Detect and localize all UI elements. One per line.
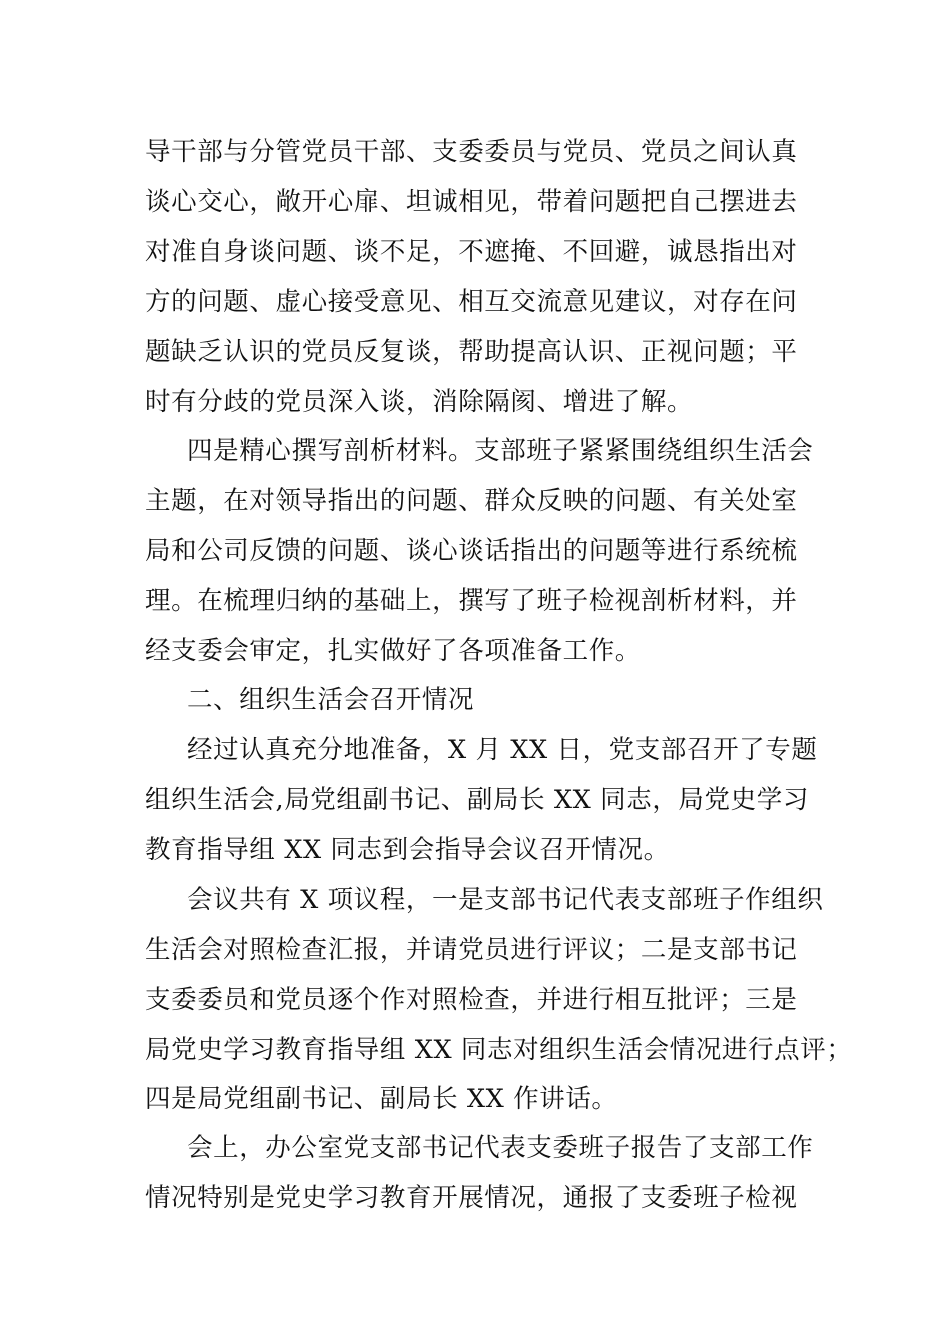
- text-line: 四是局党组副书记、副局长 XX 作讲话。: [145, 1084, 618, 1114]
- text-line: 情况特别是党史学习教育开展情况，通报了支委班子检视: [145, 1183, 798, 1213]
- text-line: 局和公司反馈的问题、谈心谈话指出的问题等进行系统梳: [145, 536, 798, 566]
- section-heading: 二、组织生活会召开情况: [187, 685, 475, 715]
- text-line: 教育指导组 XX 同志到会指导会议召开情况。: [145, 835, 670, 865]
- text-line: 理。在梳理归纳的基础上，撰写了班子检视剖析材料，并: [145, 586, 798, 616]
- paragraph-first-line: 会议共有 X 项议程，一是支部书记代表支部班子作组织: [187, 885, 824, 915]
- text-line: 生活会对照检查汇报，并请党员进行评议；二是支部书记: [145, 935, 798, 965]
- text-line: 组织生活会,局党组副书记、副局长 XX 同志，局党史学习: [145, 785, 809, 815]
- paragraph-first-line: 经过认真充分地准备，X 月 XX 日，党支部召开了专题: [187, 735, 818, 765]
- text-line: 导干部与分管党员干部、支委委员与党员、党员之间认真: [145, 137, 798, 167]
- text-line: 对准自身谈问题、谈不足，不遮掩、不回避，诚恳指出对: [145, 237, 798, 267]
- paragraph-first-line: 会上，办公室党支部书记代表支委班子报告了支部工作: [187, 1133, 814, 1163]
- text-line: 方的问题、虚心接受意见、相互交流意见建议，对存在问: [145, 287, 798, 317]
- text-line: 局党史学习教育指导组 XX 同志对组织生活会情况进行点评；: [145, 1035, 853, 1065]
- text-line: 主题，在对领导指出的问题、群众反映的问题、有关处室: [145, 486, 798, 516]
- text-line: 题缺乏认识的党员反复谈，帮助提高认识、正视问题；平: [145, 337, 798, 367]
- text-line: 经支委会审定，扎实做好了各项准备工作。: [145, 636, 641, 666]
- text-line: 时有分歧的党员深入谈，消除隔阂、增进了解。: [145, 387, 694, 417]
- text-line: 谈心交心，敞开心扉、坦诚相见，带着问题把自己摆进去: [145, 187, 798, 217]
- paragraph-first-line: 四是精心撰写剖析材料。支部班子紧紧围绕组织生活会: [187, 436, 814, 466]
- text-line: 支委委员和党员逐个作对照检查，并进行相互批评；三是: [145, 985, 798, 1015]
